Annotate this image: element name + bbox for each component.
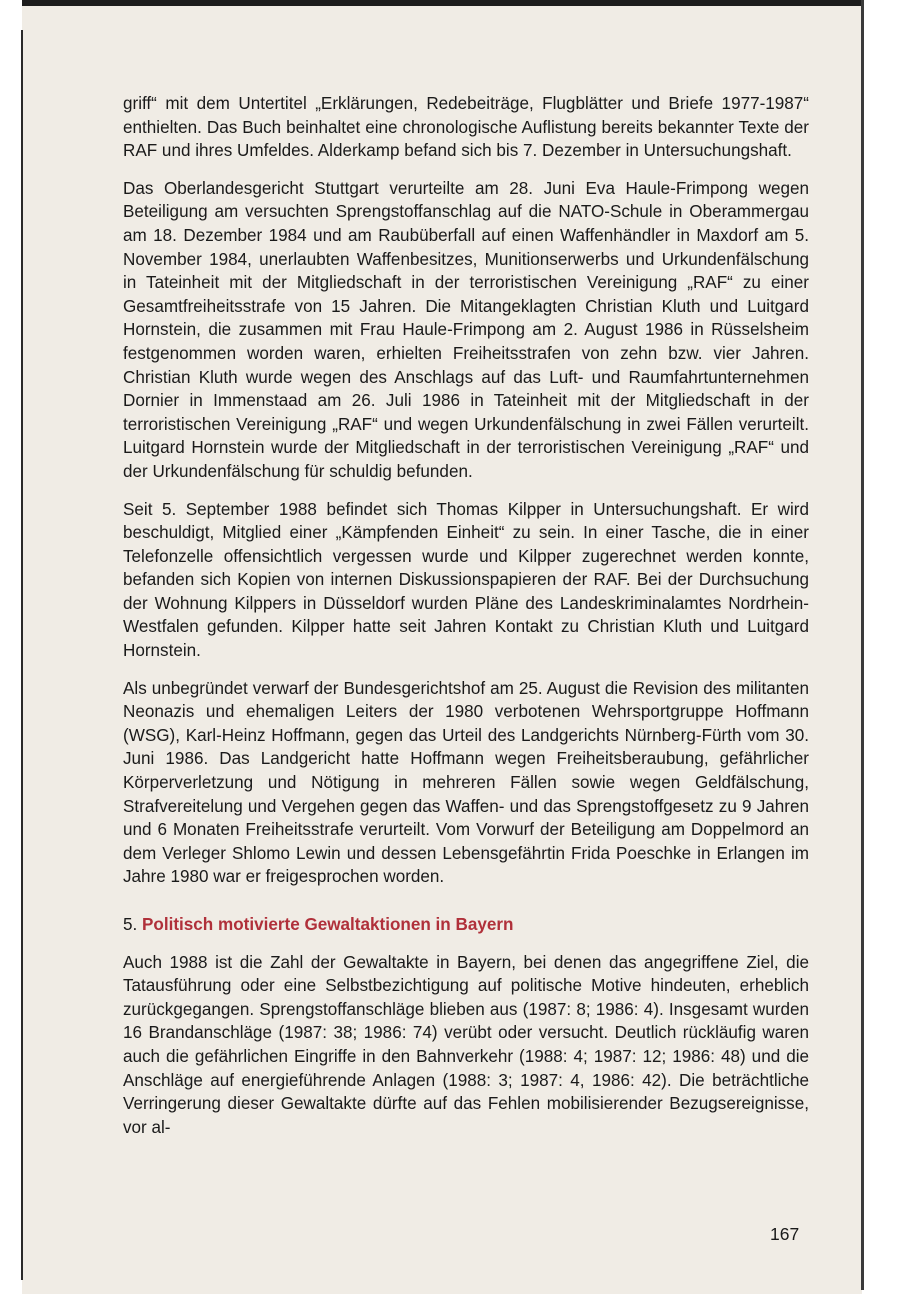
- body-text: [123, 92, 809, 1153]
- section-paragraph: Auch 1988 ist die Zahl der Gewaltakte in Bayern, bei denen das angegriffene Ziel, die Tatausführung oder eine Selbstbezichtigung auf politische Motive hindeuten, erheblich zurückgegangen. Sprengstoffanschläge blieben aus (1987: 8; 1986: 4). Insgesamt wurden 16 Brandanschläge (1987: 38; 1986: 74) verübt oder versucht. Deutlich rückläufig waren auch die gefährlichen Eingriffe in den Bahnverkehr (1988: 4; 1987: 12; 1986: 48) und die Anschläge auf energieführende Anlagen (1988: 3; 1987: 4, 1986: 42). Die beträchtliche Verringerung dieser Gewaltakte dürfte auf das Fehlen mobilisierender Bezugsereignisse, vor al-: [123, 952, 809, 1137]
- section-number: 5.: [123, 915, 138, 934]
- scan-top-edge: [8, 0, 864, 6]
- paragraph-3: Seit 5. September 1988 befindet sich Thomas Kilpper in Untersuchungshaft. Er wird beschuldigt, Mitglied einer „Kämpfenden Einheit“ zu sein. In einer Tasche, die in einer Telefonzelle offensichtlich vergessen wurde und Kilpper zugerechnet werden konnte, befanden sich Kopien von internen Diskussionspapieren der RAF. Bei der Durchsuchung der Wohnung Kilppers in Düsseldorf wurden Pläne des Landeskriminalamtes Nordrhein-Westfalen gefunden. Kilpper hatte seit Jahren Kontakt zu Christian Kluth und Luitgard Hornstein.: [123, 499, 809, 661]
- section-title: Politisch motivierte Gewaltaktionen in Bayern: [142, 915, 514, 934]
- paragraph-2: Das Oberlandesgericht Stuttgart verurteilte am 28. Juni Eva Haule-Frimpong wegen Beteiligung am versuchten Sprengstoffanschlag auf die NATO-Schule in Oberammergau am 18. Dezember 1984 und am Raubüberfall auf einen Waffenhändler in Maxdorf am 5. November 1984, unerlaubten Waffenbesitzes, Munitionserwerbs und Urkundenfälschung in Tateinheit mit der Mitgliedschaft in der terroristischen Vereinigung „RAF“ zu einer Gesamtfreiheitsstrafe von 15 Jahren. Die Mitangeklagten Christian Kluth und Luitgard Hornstein, die zusammen mit Frau Haule-Frimpong am 2. August 1986 in Rüsselsheim festgenommen worden waren, erhielten Freiheitsstrafen von zehn bzw. vier Jahren. Christian Kluth wurde wegen des Anschlags auf das Luft- und Raumfahrtunternehmen Dornier in Immenstaad am 26. Juli 1986 in Tateinheit mit der Mitgliedschaft in der terroristischen Vereinigung „RAF“ und wegen Urkundenfälschung in zwei Fällen verurteilt. Luitgard Hornstein wurde der Mitgliedschaft in der terroristischen Vereinigung „RAF“ und der Urkundenfälschung für schuldig befunden.: [123, 178, 809, 481]
- section-heading: [123, 913, 809, 937]
- paragraph-4: Als unbegründet verwarf der Bundesgerichtshof am 25. August die Revision des militanten Neonazis und ehemaligen Leiters der 1980 verbotenen Wehrsportgruppe Hoffmann (WSG), Karl-Heinz Hoffmann, gegen das Urteil des Landgerichts Nürnberg-Fürth vom 30. Juni 1986. Das Landgericht hatte Hoffmann wegen Freiheitsberaubung, gefährlicher Körperverletzung und Nötigung in mehreren Fällen sowie wegen Geldfälschung, Strafvereitelung und Vergehen gegen das Waffen- und das Sprengstoffgesetz zu 9 Jahren und 6 Monaten Freiheitsstrafe verurteilt. Vom Vorwurf der Beteiligung am Doppelmord an dem Verleger Shlomo Lewin und dessen Lebensgefährtin Frida Poeschke in Erlangen im Jahre 1980 war er freigesprochen worden.: [123, 678, 809, 887]
- scan-right-margin: [862, 0, 900, 1294]
- paragraph-1: griff“ mit dem Untertitel „Erklärungen, Redebeiträge, Flugblätter und Briefe 1977-1987“ enthielten. Das Buch beinhaltet eine chronologische Auflistung bereits bekannter Texte der RAF und ihres Umfeldes. Alderkamp befand sich bis 7. Dezember in Untersuchungshaft.: [123, 94, 809, 161]
- page-number: 167: [770, 1224, 800, 1244]
- scan-left-margin: [0, 0, 22, 1294]
- scan-left-edge: [21, 30, 23, 1280]
- scan-right-edge: [861, 0, 864, 1290]
